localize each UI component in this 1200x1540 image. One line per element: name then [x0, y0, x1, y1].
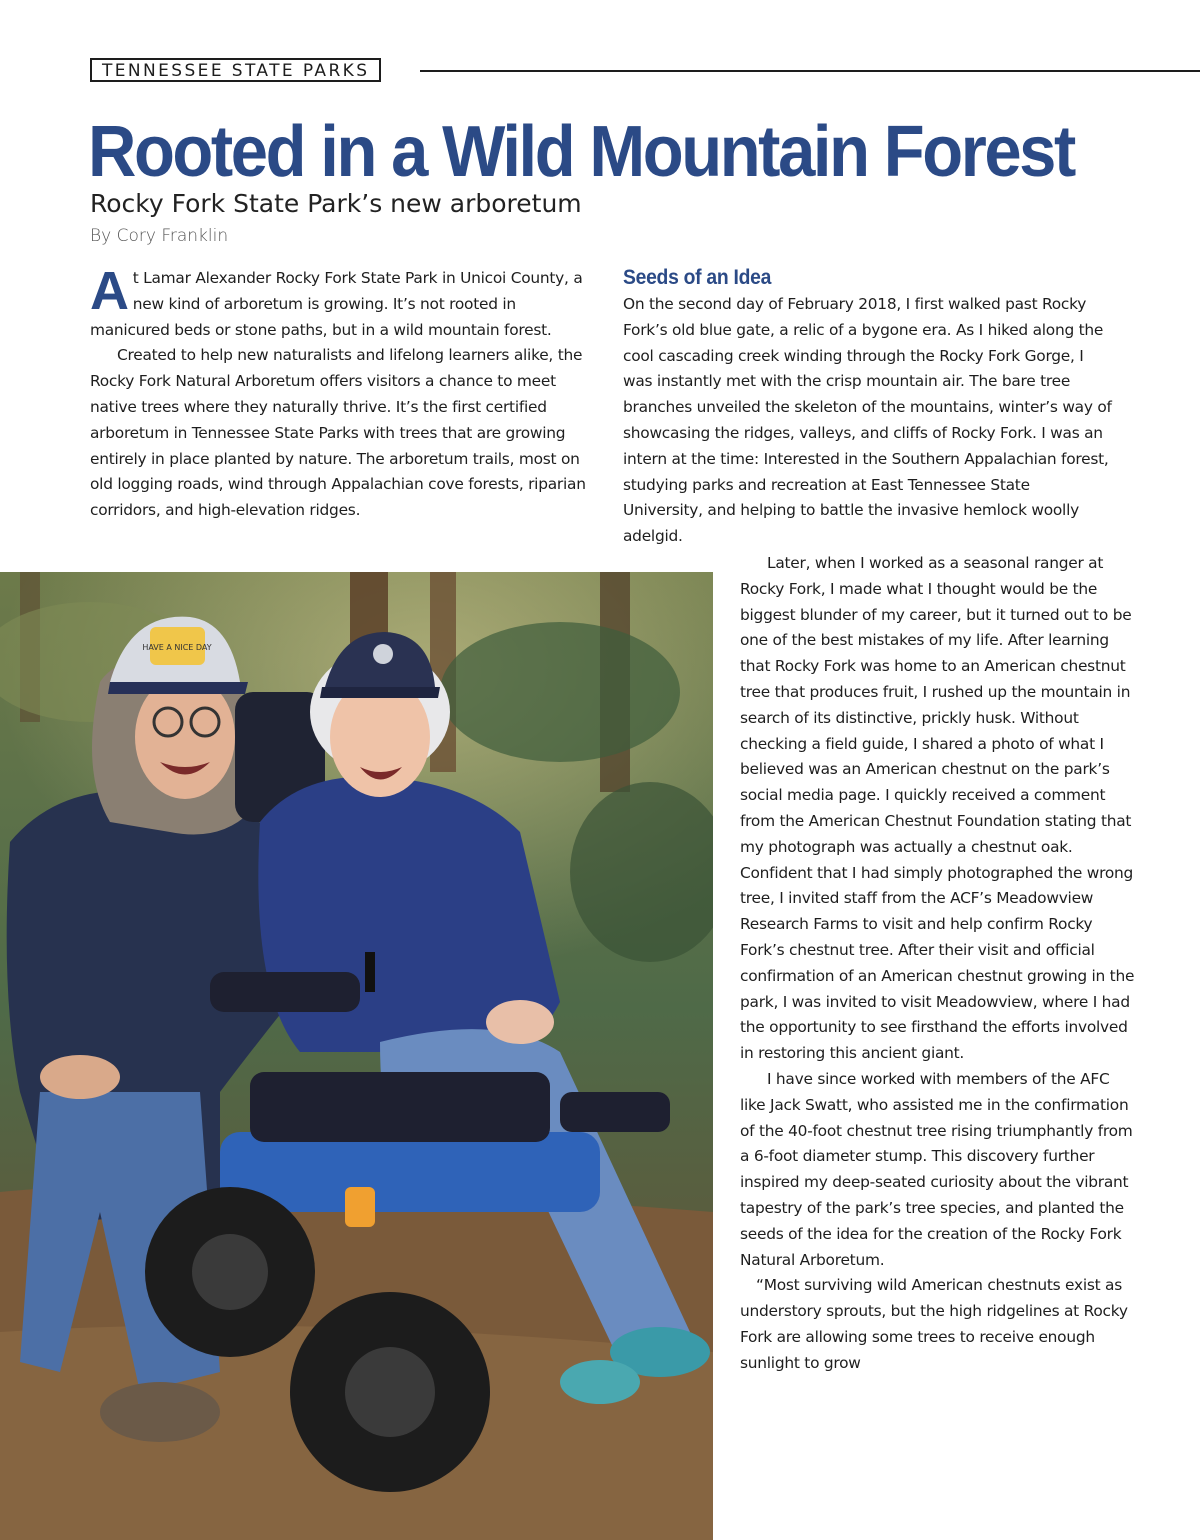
- paragraph-5: I have since worked with members of the AFC like Jack Swatt, who assisted me in the confirmation of the 40-foot chestnut tree rising triumphantly from a 6-foot diameter stump. This discovery further inspired my deep-seated curiosity about the vibrant tapestry of the park’s tree species, and planted the seeds of the idea for the creation of the Rocky Fork Natural Arboretum.: [740, 1069, 1133, 1269]
- left-column: [90, 261, 595, 524]
- paragraph-4: Later, when I worked as a seasonal ranger at Rocky Fork, I made what I thought would be the biggest blunder of my career, but it turned out to be one of the best mistakes of my life. After learning that Rocky Fork was home to an American chestnut tree that produces fruit, I rushed up the mountain in search of its distinctive, prickly husk. Without checking a field guide, I shared a photo of what I believed was an American chestnut on the park’s social media page. I quickly received a comment from the American Chestnut Foundation stating that my photograph was actually a chestnut oak. Confident that I had simply photographed the wrong tree, I invited staff from the ACF’s Meadowview Research Farms to visit and help confirm Rocky Fork’s chestnut tree. After their visit and official confirmation of an American chestnut growing in the park, I was invited to visit Meadowview, where I had the opportunity to see firsthand the efforts involved in restoring this ancient giant.: [740, 554, 1135, 1063]
- paragraph-6: “Most surviving wild American chestnuts exist as understory sprouts, but the high ridgelines at Rocky Fork are allowing some trees to receive enough sunlight to grow: [740, 1276, 1128, 1372]
- article-byline: By Cory Franklin: [90, 226, 229, 246]
- header-rule: [420, 70, 1200, 72]
- article-photo: [0, 572, 713, 1540]
- article-subtitle: Rocky Fork State Park’s new arboretum: [90, 189, 582, 218]
- drop-cap: A: [90, 261, 129, 321]
- intro-paragraph: [90, 261, 595, 343]
- paragraph-2: Created to help new naturalists and lifelong learners alike, the Rocky Fork Natural Arboretum offers visitors a chance to meet native trees where they naturally thrive. It’s the first certified arboretum in Tennessee State Parks with trees that are growing entirely in place planted by nature. The arboretum trails, most on old logging roads, wind through Appalachian cove forests, riparian corridors, and high-elevation ridges.: [90, 346, 586, 520]
- hat-patch-text: HAVE A NICE DAY: [142, 643, 212, 652]
- right-column: [623, 264, 1113, 550]
- article-title: Rooted in a Wild Mountain Forest: [88, 112, 1074, 192]
- photo-illustration: [0, 572, 713, 1540]
- section-heading: Seeds of an Idea: [623, 266, 772, 289]
- right-column-narrow: [740, 551, 1135, 1377]
- section-label: TENNESSEE STATE PARKS: [90, 58, 381, 82]
- section-header: [90, 58, 1200, 84]
- intro-text: t Lamar Alexander Rocky Fork State Park in Unicoi County, a new kind of arboretum is growing. It’s not rooted in manicured beds or stone paths, but in a wild mountain forest.: [90, 269, 583, 339]
- paragraph-3: On the second day of February 2018, I first walked past Rocky Fork’s old blue gate, a relic of a bygone era. As I hiked along the cool cascading creek winding through the Rocky Fork Gorge, I was instantly met with the crisp mountain air. The bare tree branches unveiled the skeleton of the mountains, winter’s way of showcasing the ridges, valleys, and cliffs of Rocky Fork. I was an intern at the time: Interested in the Southern Appalachian forest, studying parks and recreation at East Tennessee State University, and helping to battle the invasive hemlock woolly adelgid.: [623, 295, 1112, 546]
